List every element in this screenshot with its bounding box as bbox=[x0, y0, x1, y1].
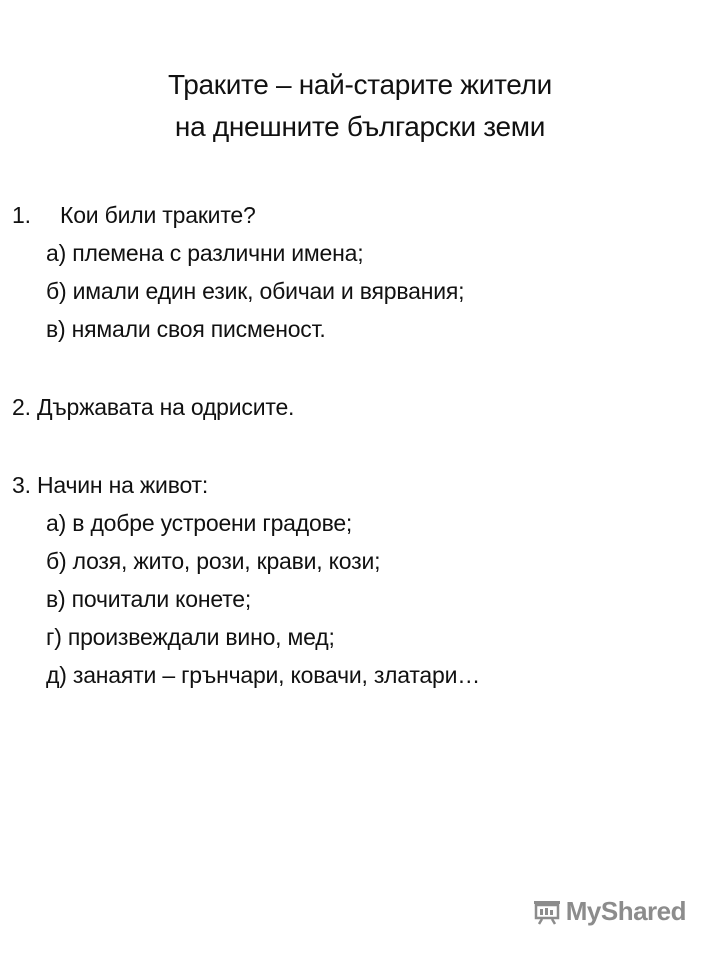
section-2-text: 2. Държавата на одрисите. bbox=[12, 394, 295, 420]
section-3-item-a: а) в добре устроени градове; bbox=[46, 510, 353, 536]
section-1-item-c: в) нямали своя писменост. bbox=[46, 316, 326, 342]
title-line-2: на днешните български земи bbox=[174, 111, 546, 142]
watermark-text: MyShared bbox=[565, 896, 686, 926]
section-3-heading: 3. Начин на живот: bbox=[12, 472, 209, 498]
title-line-1: Траките – най-старите жители bbox=[167, 69, 553, 100]
section-3-item-d: г) произвеждали вино, мед; bbox=[46, 624, 335, 650]
page-title bbox=[0, 64, 720, 148]
presentation-board-icon bbox=[532, 899, 562, 925]
section-1-question-text: Кои били траките? bbox=[60, 202, 256, 228]
section-3-item-e: д) занаяти – грънчари, ковачи, златари… bbox=[46, 662, 481, 688]
section-3-item-c: в) почитали конете; bbox=[46, 586, 252, 612]
section-3-item-b: б) лозя, жито, рози, крави, кози; bbox=[46, 548, 381, 574]
section-1-number: 1. bbox=[12, 202, 31, 228]
section-1-item-a: а) племена с различни имена; bbox=[46, 240, 364, 266]
section-1-item-b: б) имали един език, обичаи и вярвания; bbox=[46, 278, 465, 304]
section-1-question bbox=[12, 196, 702, 234]
document-body bbox=[12, 196, 702, 694]
myshared-watermark bbox=[532, 896, 686, 927]
